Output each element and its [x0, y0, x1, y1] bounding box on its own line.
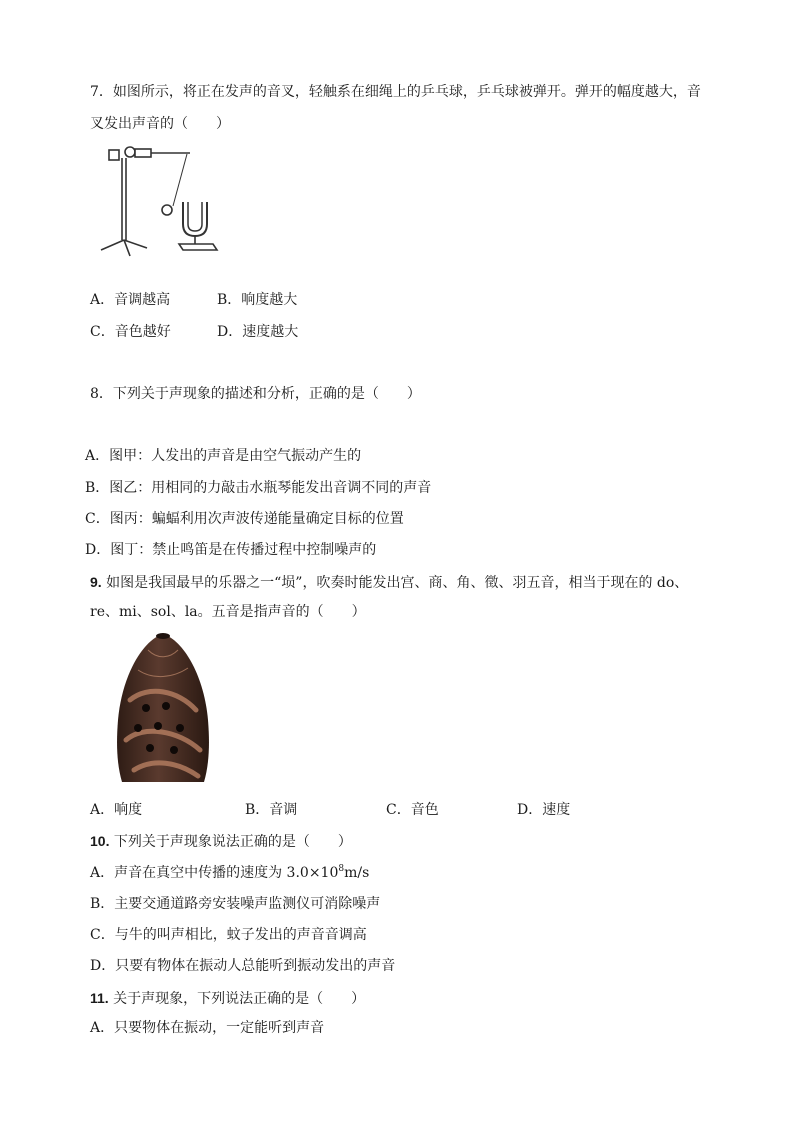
q7-stem-line2: 叉发出声音的（ ） — [90, 116, 230, 132]
xun-instrument-image — [108, 630, 218, 788]
q9-option-d: D．速度 — [517, 802, 571, 818]
q10-option-a-text: A．声音在真空中传播的速度为 3.0×10 — [90, 865, 339, 881]
q7-option-a: A．音调越高 — [90, 292, 171, 308]
q10-stem-text: 下列关于声现象说法正确的是（ ） — [113, 834, 352, 850]
q8-option-c: C．图丙：蝙蝠利用次声波传递能量确定目标的位置 — [85, 511, 404, 527]
q9-stem-line2: re、mi、sol、la。五音是指声音的（ ） — [90, 604, 366, 620]
q9-option-b: B．音调 — [245, 802, 298, 818]
q8-stem: 8．下列关于声现象的描述和分析，正确的是（ ） — [90, 386, 421, 402]
q10-option-c: C．与牛的叫声相比，蚊子发出的声音音调高 — [90, 927, 367, 943]
q9-number: 9. — [90, 574, 102, 590]
tuning-fork-figure — [95, 140, 220, 260]
q10-option-a — [90, 864, 369, 882]
q7-stem-line1: 7．如图所示，将正在发声的音叉，轻触系在细绳上的乒乓球，乒乓球被弹开。弹开的幅度越大，音 — [90, 84, 701, 100]
q9-option-a: A．响度 — [90, 802, 143, 818]
q10-option-d: D．只要有物体在振动人总能听到振动发出的声音 — [90, 958, 396, 974]
q8-option-a: A．图甲：人发出的声音是由空气振动产生的 — [85, 448, 362, 464]
q11-stem-text: 关于声现象，下列说法正确的是（ ） — [113, 991, 366, 1007]
q10-option-a-unit: m/s — [344, 865, 370, 881]
q10-number: 10. — [90, 833, 110, 849]
q10-option-a-exponent: 8 — [338, 864, 345, 874]
q11-option-a: A．只要物体在振动，一定能听到声音 — [90, 1020, 325, 1036]
q11-stem — [90, 989, 365, 1008]
q7-option-b: B．响度越大 — [217, 292, 298, 308]
q10-stem — [90, 832, 352, 851]
q7-option-c: C．音色越好 — [90, 324, 171, 340]
q9-option-c: C．音色 — [386, 802, 439, 818]
q11-number: 11. — [90, 990, 109, 1006]
q10-option-b: B．主要交通道路旁安装噪声监测仪可消除噪声 — [90, 896, 381, 912]
q8-option-d: D．图丁：禁止鸣笛是在传播过程中控制噪声的 — [85, 542, 377, 558]
q9-stem-text: 如图是我国最早的乐器之一“埙”，吹奏时能发出宫、商、角、徵、羽五音，相当于现在的 do、 — [106, 575, 689, 591]
q9-stem-line1 — [90, 573, 688, 592]
q8-option-b: B．图乙：用相同的力敲击水瓶琴能发出音调不同的声音 — [85, 480, 432, 496]
q7-option-d: D．速度越大 — [217, 324, 299, 340]
